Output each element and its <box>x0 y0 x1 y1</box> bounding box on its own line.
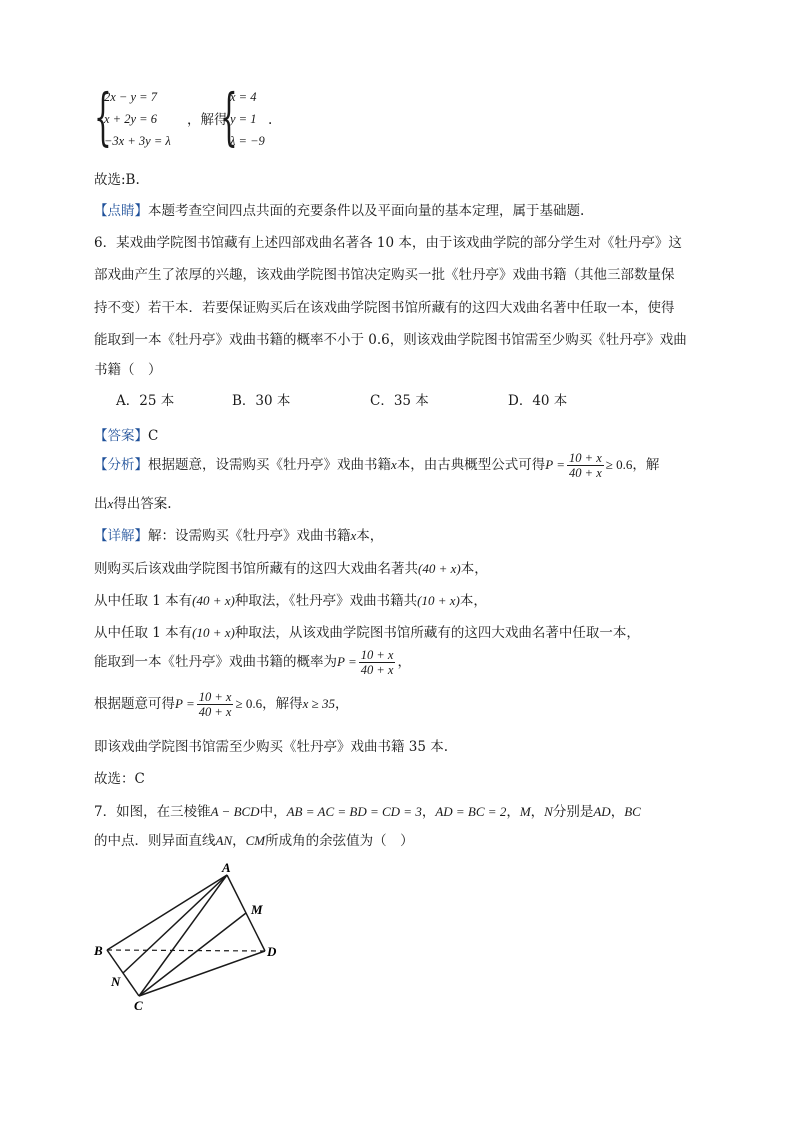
option-c: C．35 本 <box>370 393 429 409</box>
label-m: M <box>251 902 263 917</box>
answer-tag: 【答案】 <box>94 428 148 444</box>
analysis-text-2: 本，由古典概型公式可得 <box>396 457 546 473</box>
detail-l4-math: (10 + x) <box>192 625 235 640</box>
q6-line-2: 部戏曲产生了浓厚的兴趣，该戏曲学院图书馆决定购买一批《牡丹亭》戏曲书籍（其他三部数量保 <box>94 267 675 283</box>
q7-math-ad-bc: AD = BC = 2 <box>435 804 507 819</box>
q6-line-3: 持不变）若干本．若要保证购买后在该戏曲学院图书馆所藏有的这四大戏曲名著中任取一本，使得 <box>94 300 675 316</box>
detail-l2-b: 本， <box>460 561 488 577</box>
analysis-denominator: 40 + x <box>569 466 602 480</box>
analysis-text-1: 根据题意，设需购买《牡丹亭》戏曲书籍 <box>148 457 391 473</box>
analysis-line2-b: 得出答案. <box>113 496 172 512</box>
detail-l3-math-2: (10 + x) <box>417 593 460 608</box>
detail-l6-c: ， <box>335 696 349 712</box>
detail-choice: 故选：C <box>94 771 145 787</box>
detail-tag: 【详解】 <box>94 528 148 544</box>
label-b: B <box>94 943 103 958</box>
segment-cm <box>139 913 246 996</box>
system-end: . <box>268 112 273 128</box>
q7-math-tetrahedron: A − BCD <box>210 804 260 819</box>
q7-text-e: ， <box>530 804 545 820</box>
detail-l2-a: 则购买后该戏曲学院图书馆所藏有的这四大戏曲名著共 <box>94 561 418 577</box>
q7-text-c: ， <box>421 804 436 820</box>
detail-line-7: 即该戏曲学院图书馆需至少购买《牡丹亭》戏曲书籍 35 本. <box>94 739 449 755</box>
detail-l6-denominator: 40 + x <box>198 705 232 719</box>
detail-l6-result: x ≥ 35 <box>302 696 336 711</box>
detail-l3-math-1: (40 + x) <box>192 593 235 608</box>
solve-label: ，解得 <box>187 112 228 128</box>
detail-l5-a: 能取到一本《牡丹亭》戏曲书籍的概率为 <box>94 654 337 670</box>
detail-l4-b: 种取法，从该戏曲学院图书馆所藏有的这四大戏曲名著中任取一本， <box>234 625 640 641</box>
detail-l3-b: 种取法，《牡丹亭》戏曲书籍共 <box>234 593 418 609</box>
review-text: 本题考查空间四点共面的充要条件以及平面向量的基本定理，属于基础题. <box>148 203 585 219</box>
solution-lambda: λ = −9 <box>230 134 265 148</box>
detail-l2-math: (40 + x) <box>418 561 461 576</box>
analysis-var: x <box>391 457 397 472</box>
detail-l6-inequality: ≥ 0.6 <box>235 696 263 711</box>
option-a: A．25 本 <box>116 393 175 409</box>
detail-l3-a: 从中任取 1 本有 <box>94 593 193 609</box>
q7-math-edges: AB = AC = BD = CD = 3 <box>286 804 422 819</box>
q7-math-m: M <box>519 804 531 819</box>
q6-line-5: 书籍（ ） <box>94 362 162 378</box>
q7-text-b: 中， <box>259 804 287 820</box>
detail-l6-a: 根据题意可得 <box>94 696 175 712</box>
detail-l6-b: ，解得 <box>262 696 303 712</box>
detail-l6-p: P = <box>175 696 195 711</box>
solution-y: y = 1 <box>230 112 257 126</box>
q7-l2-math-cm: CM <box>245 833 266 848</box>
q7-math-bc: BC <box>624 804 641 819</box>
option-b: B．30 本 <box>232 393 291 409</box>
choice-b: 故选:B. <box>94 172 140 188</box>
analysis-text-3: ，解 <box>632 457 660 473</box>
detail-l5-numerator: 10 + x <box>360 648 394 662</box>
analysis-inequality: ≥ 0.6 <box>605 457 633 472</box>
equation-3: −3x + 3y = λ <box>104 134 171 148</box>
option-d: D．40 本 <box>508 393 568 409</box>
edge-cd <box>139 951 265 996</box>
analysis-line2-a: 出 <box>94 496 108 512</box>
q7-l2-a: 的中点．则异面直线 <box>94 833 216 849</box>
q7-text-a: 7．如图，在三棱锥 <box>94 804 211 820</box>
edge-ac <box>139 875 227 996</box>
edge-bd-hidden <box>107 950 265 951</box>
label-a: A <box>222 860 231 875</box>
detail-l1-b: 本， <box>356 528 384 544</box>
label-c: C <box>134 998 143 1013</box>
detail-l5-b: ， <box>397 654 411 670</box>
q7-l2-c: 所成角的余弦值为（ ） <box>265 833 414 849</box>
detail-l4-a: 从中任取 1 本有 <box>94 625 193 641</box>
q7-text-f: 分别是 <box>552 804 594 820</box>
solution-x: x = 4 <box>230 90 257 104</box>
detail-l1-var: x <box>350 528 357 543</box>
review-tag: 【点睛】 <box>94 203 148 219</box>
detail-l1-a: 解：设需购买《牡丹亭》戏曲书籍 <box>148 528 351 544</box>
label-d: D <box>267 944 277 959</box>
q6-line-4: 能取到一本《牡丹亭》戏曲书籍的概率不小于 0.6，则该戏曲学院图书馆需至少购买《牡丹亭》戏曲 <box>94 332 687 348</box>
q7-text-d: ， <box>506 804 520 820</box>
analysis-p: P = <box>545 457 566 472</box>
label-n: N <box>111 974 121 989</box>
equation-2: x + 2y = 6 <box>104 112 157 126</box>
q7-math-n: N <box>544 804 553 819</box>
detail-l5-denominator: 40 + x <box>360 663 394 677</box>
analysis-tag: 【分析】 <box>94 457 148 473</box>
q7-l2-b: ， <box>232 833 246 849</box>
segment-an <box>123 875 227 973</box>
q6-line-1: 6．某戏曲学院图书馆藏有上述四部戏曲名著各 10 本，由于该戏曲学院的部分学生对《牡丹亭》这 <box>94 235 682 251</box>
q7-text-g: ， <box>610 804 625 820</box>
left-brace: { <box>94 80 112 153</box>
q7-l2-math-an: AN <box>215 833 233 848</box>
detail-l6-numerator: 10 + x <box>198 690 232 704</box>
answer-value: C <box>148 428 159 444</box>
edge-ab <box>107 875 227 950</box>
analysis-line2-var: x <box>107 496 114 511</box>
analysis-numerator: 10 + x <box>569 451 602 465</box>
detail-l3-c: 本， <box>459 593 487 609</box>
equation-1: 2x − y = 7 <box>104 90 157 104</box>
detail-l5-p: P = <box>337 654 357 669</box>
q7-math-ad: AD <box>593 804 611 819</box>
right-brace: { <box>220 80 238 153</box>
